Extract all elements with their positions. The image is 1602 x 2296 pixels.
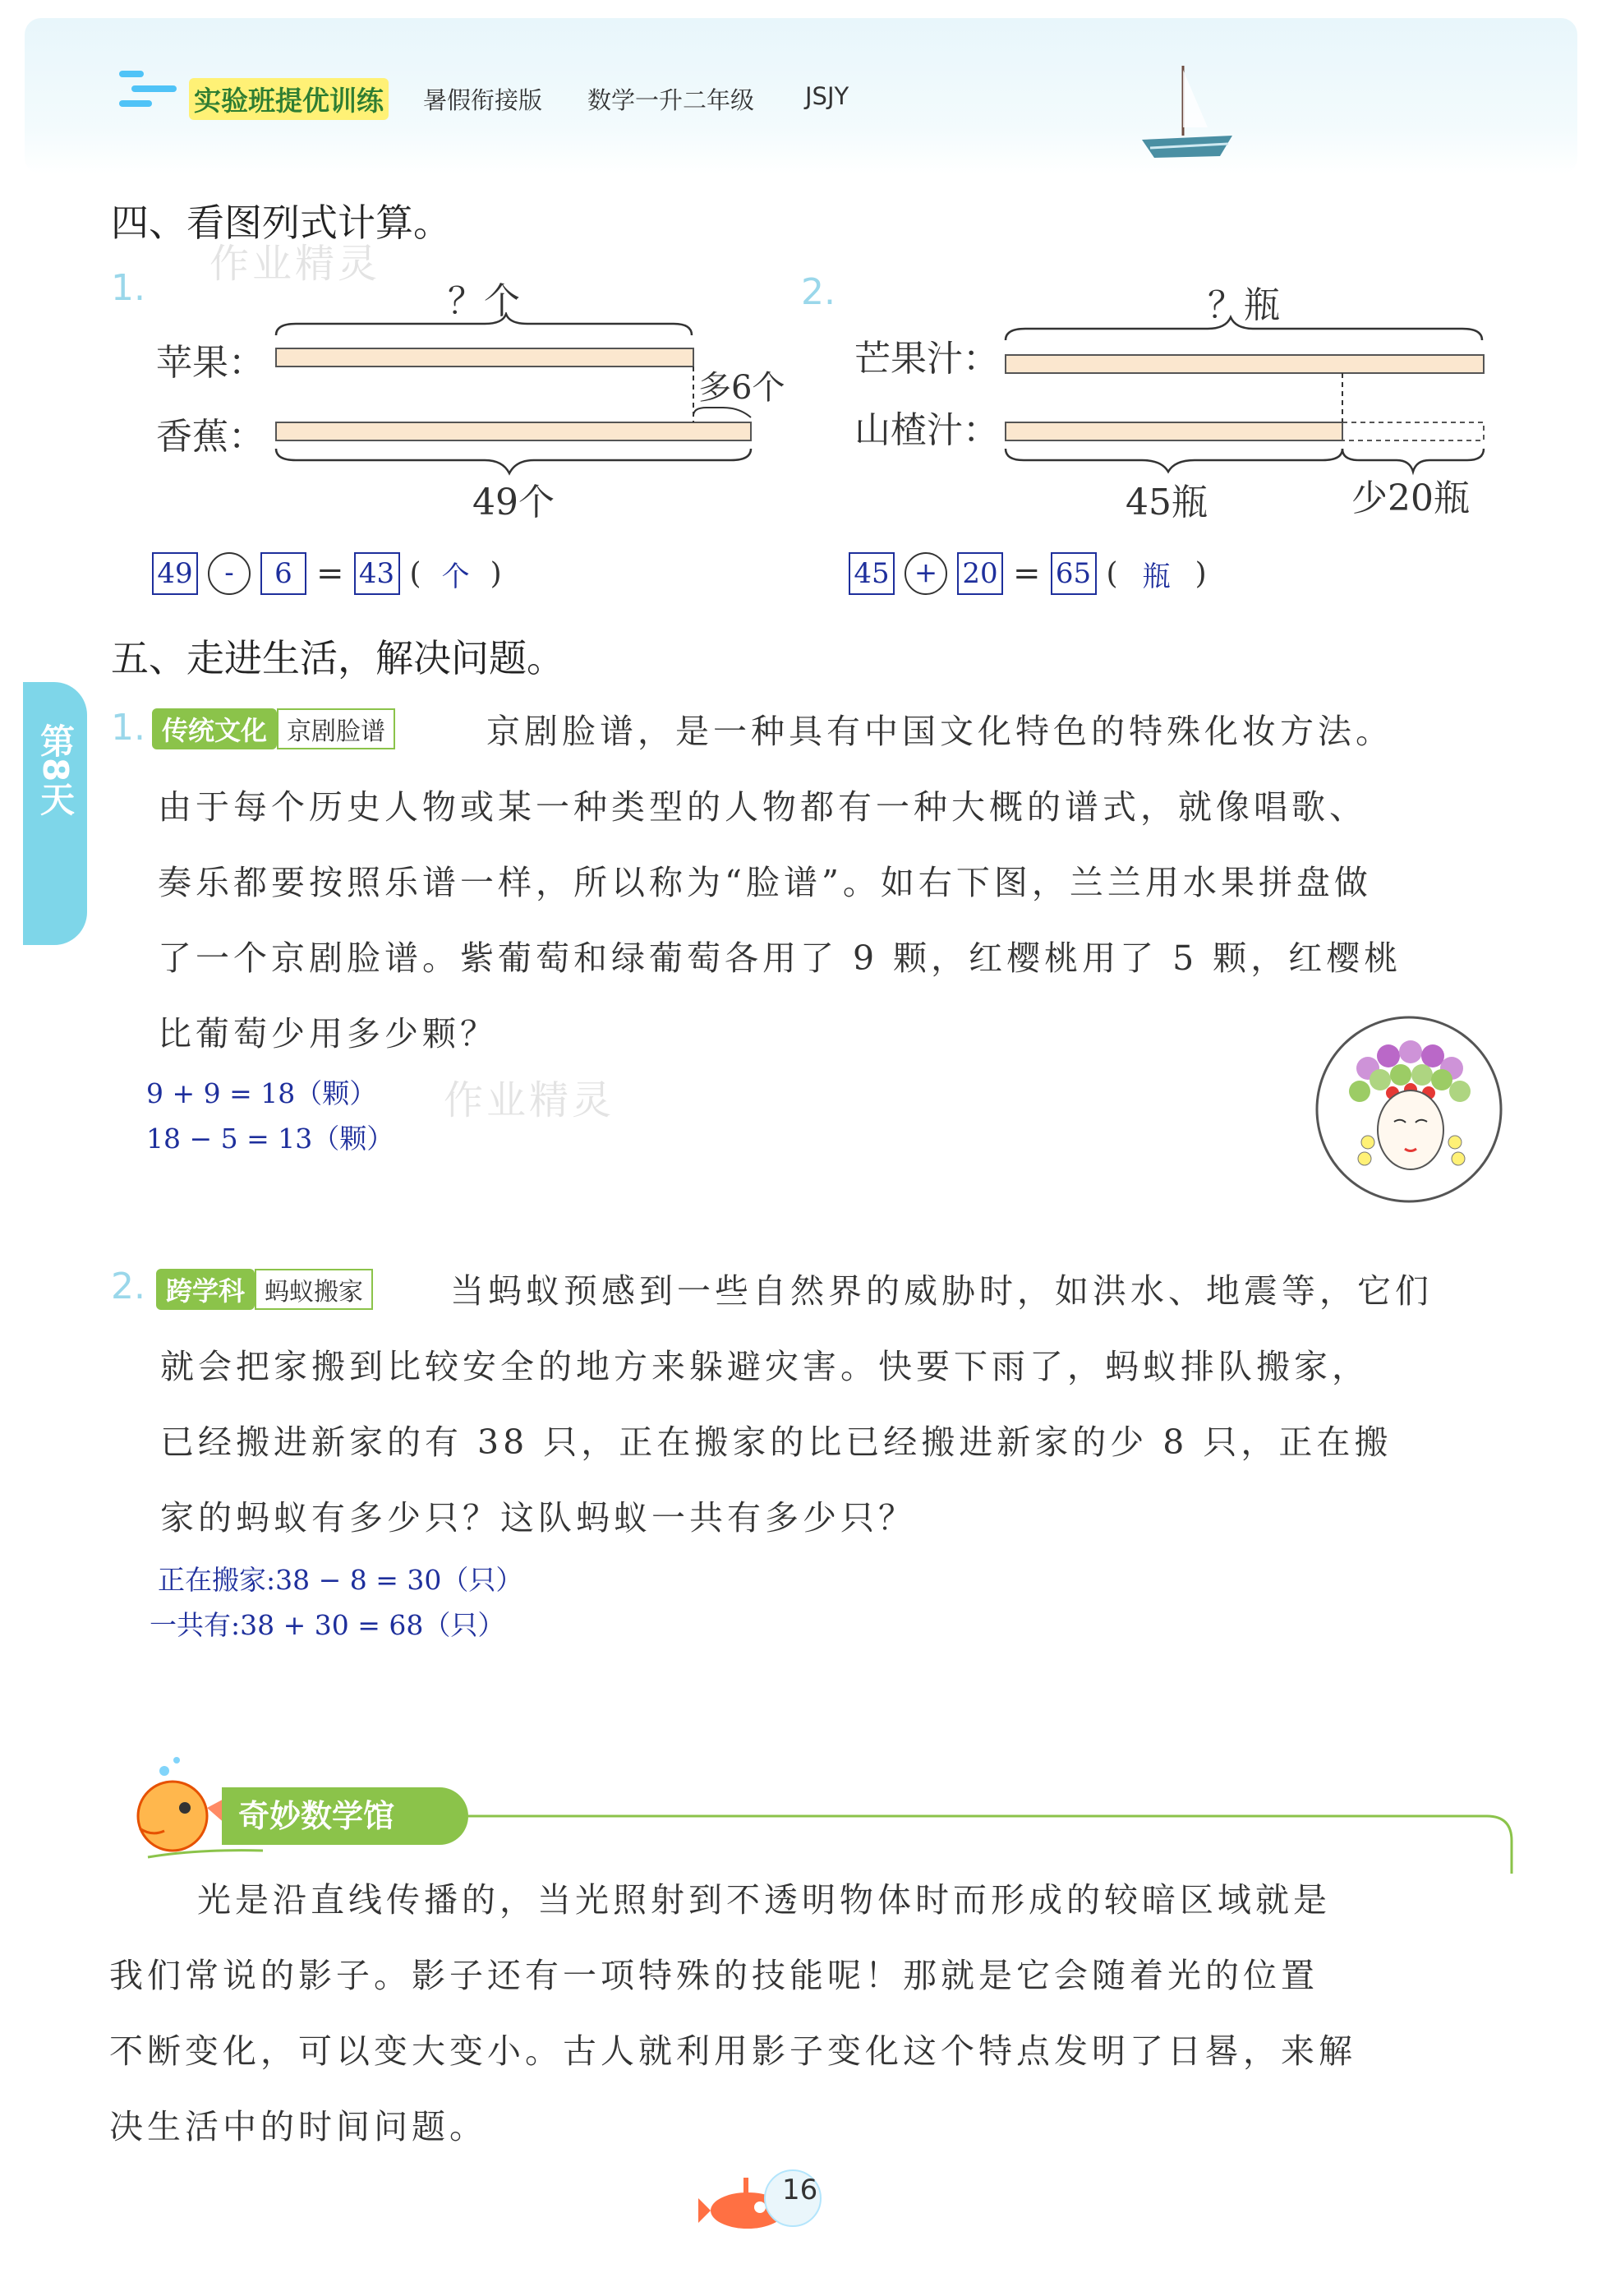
p1-tag: 传统文化 xyxy=(152,708,277,749)
header-edition: 暑假衔接版 xyxy=(423,86,543,114)
p2-answer-1: 正在搬家:38 − 8 = 30（只） xyxy=(158,1564,523,1596)
q1-bottom-label: 49个 xyxy=(472,482,555,523)
q2-top-label: ？瓶 xyxy=(1208,284,1280,326)
p2-answer-2: 一共有:38 + 30 = 68（只） xyxy=(150,1609,505,1641)
q2-eq-operator: + xyxy=(905,552,947,595)
q2-eq-addend2: 20 xyxy=(957,552,1003,595)
side-day-tab xyxy=(23,682,87,945)
q1-eq-operator: - xyxy=(208,552,251,595)
q1-banana-bar xyxy=(276,422,751,440)
p1-answer-1: 9 + 9 = 18（颗） xyxy=(146,1077,377,1109)
q1-eq-unit: 个 xyxy=(441,560,470,593)
p1-answer-2: 18 − 5 = 13（颗） xyxy=(146,1123,394,1155)
q1-more-label: 多6个 xyxy=(698,369,785,407)
q1-apple-label: 苹果： xyxy=(156,342,265,384)
p2-line-1: 当蚂蚁预感到一些自然界的威胁时，如洪水、地震等，它们 xyxy=(450,1271,1433,1311)
side-day-label: 第8天 xyxy=(35,723,76,817)
p1-number: 1. xyxy=(111,707,145,749)
p1-line-2: 由于每个历史人物或某一种类型的人物都有一种大概的谱式，就像唱歌、 xyxy=(158,787,1367,827)
p2-line-3: 已经搬进新家的有 38 只，正在搬家的比已经搬进新家的少 8 只，正在搬 xyxy=(160,1422,1393,1462)
q1-eq-equals: = xyxy=(316,555,344,592)
header-logo-icon xyxy=(115,64,181,113)
p1-line-3: 奏乐都要按照乐谱一样，所以称为“脸谱”。如右下图，兰兰用水果拼盘做 xyxy=(158,863,1372,902)
p2-tag: 跨学科 xyxy=(156,1269,255,1310)
brand-title: 实验班提优训练 xyxy=(189,78,389,120)
sailboat-icon xyxy=(1134,58,1241,168)
q2-eq-unit: 瓶 xyxy=(1142,560,1171,593)
q1-eq-subtrahend: 6 xyxy=(260,552,306,595)
page-number: 16 xyxy=(782,2174,818,2206)
q2-top-brace xyxy=(1006,317,1482,340)
q1-top-label: ？个 xyxy=(448,280,520,322)
q2-eq-paren-close: ) xyxy=(1195,556,1207,591)
q1-diagram xyxy=(263,312,772,493)
header-code: JSJY xyxy=(805,82,849,110)
q2-number: 2. xyxy=(801,271,836,313)
watermark-2: 作业精灵 xyxy=(444,1077,615,1123)
q1-eq-minuend: 49 xyxy=(152,552,198,595)
section4-title: 四、看图列式计算。 xyxy=(111,201,451,245)
fun-line-3: 不断变化，可以变大变小。古人就利用影子变化这个特点发明了日晷，来解 xyxy=(109,2031,1356,2071)
watermark-1: 作业精灵 xyxy=(209,241,381,287)
q2-left-label: 45瓶 xyxy=(1126,482,1208,523)
p1-tags xyxy=(152,708,395,749)
p1-line-5: 比葡萄少用多少颗？ xyxy=(158,1014,498,1053)
q1-apple-bar xyxy=(276,348,693,367)
p2-line-2: 就会把家搬到比较安全的地方来躲避灾害。快要下雨了，蚂蚁排队搬家， xyxy=(160,1347,1370,1386)
q1-eq-result: 43 xyxy=(354,552,400,595)
fun-line-2: 我们常说的影子。影子还有一项特殊的技能呢！那就是它会随着光的位置 xyxy=(109,1956,1319,1995)
q1-eq-paren-open: ( xyxy=(409,556,421,591)
q2-eq-paren-open: ( xyxy=(1106,556,1118,591)
q2-eq-result: 65 xyxy=(1051,552,1097,595)
p1-line-1: 京剧脸谱，是一种具有中国文化特色的特殊化妆方法。 xyxy=(486,712,1393,751)
q2-bottom-brace-right xyxy=(1342,449,1484,472)
q2-hawthorn-label: 山楂汁： xyxy=(854,409,999,451)
fun-section-title: 奇妙数学馆 xyxy=(222,1787,468,1845)
q2-eq-addend1: 45 xyxy=(849,552,895,595)
p2-number: 2. xyxy=(111,1266,145,1307)
q2-right-label: 少20瓶 xyxy=(1351,477,1470,519)
q2-bottom-brace-left xyxy=(1006,449,1342,472)
p2-line-4: 家的蚂蚁有多少只？这队蚂蚁一共有多少只？ xyxy=(160,1498,916,1538)
fun-line-1: 光是沿直线传播的，当光照射到不透明物体时而形成的较暗区域就是 xyxy=(197,1880,1331,1920)
q2-dashed-bar xyxy=(1342,422,1484,440)
q2-eq-equals: = xyxy=(1013,555,1041,592)
q2-diagram xyxy=(994,312,1503,477)
p2-tag-sub: 蚂蚁搬家 xyxy=(255,1269,373,1310)
q2-equation xyxy=(849,552,1207,595)
header-subject: 数学一升二年级 xyxy=(587,86,755,114)
header-logo-lines xyxy=(115,64,181,117)
q1-eq-paren-close: ) xyxy=(490,556,502,591)
p2-tags xyxy=(156,1269,373,1310)
q2-hawthorn-bar xyxy=(1006,422,1342,440)
q1-more-brace xyxy=(693,408,751,417)
opera-mask-illustration xyxy=(1310,1011,1508,1208)
q1-banana-label: 香蕉： xyxy=(156,416,265,458)
p1-line-4: 了一个京剧脸谱。紫葡萄和绿葡萄各用了 9 颗，红樱桃用了 5 颗，红樱桃 xyxy=(158,938,1402,978)
q2-mango-bar xyxy=(1006,355,1484,373)
fun-line-4: 决生活中的时间问题。 xyxy=(109,2107,487,2146)
pufferfish-icon xyxy=(107,1750,238,1865)
q2-mango-label: 芒果汁： xyxy=(854,338,999,380)
q1-top-brace xyxy=(276,314,692,335)
q1-equation xyxy=(152,552,502,595)
section5-title: 五、走进生活，解决问题。 xyxy=(111,636,564,680)
face-icon xyxy=(1378,1090,1443,1169)
p1-tag-sub: 京剧脸谱 xyxy=(277,708,395,749)
q1-number: 1. xyxy=(111,267,145,309)
q1-bottom-brace xyxy=(276,449,751,473)
